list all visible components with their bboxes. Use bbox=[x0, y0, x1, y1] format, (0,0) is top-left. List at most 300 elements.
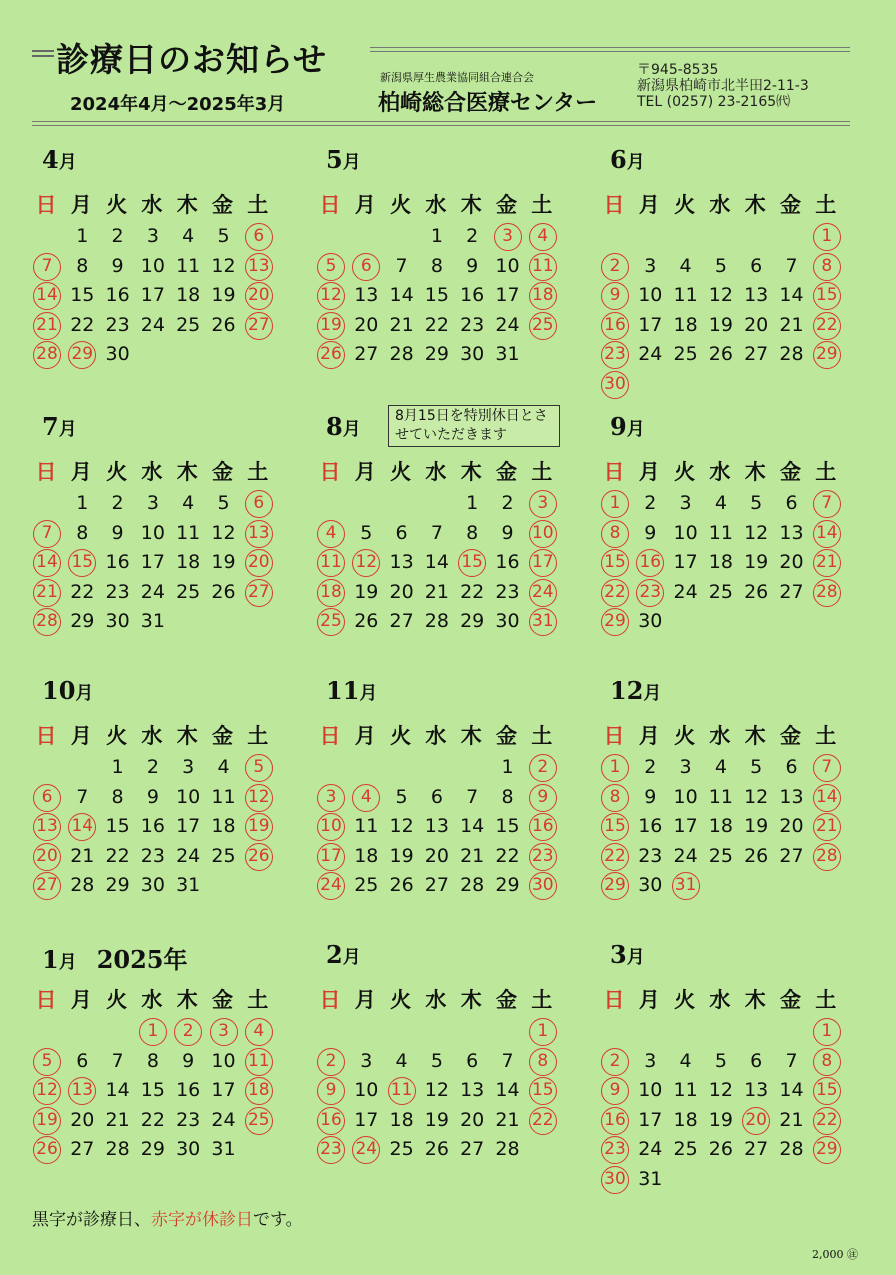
clinic-date: 10 bbox=[673, 521, 698, 544]
holiday-date: 12 bbox=[352, 549, 380, 577]
holiday-date: 21 bbox=[813, 813, 841, 841]
clinic-date: 5 bbox=[714, 1049, 727, 1072]
weekday-label: 水 bbox=[709, 724, 731, 748]
legend-tail: です。 bbox=[253, 1210, 303, 1230]
weekday-label: 木 bbox=[176, 460, 198, 484]
holiday-date: 18 bbox=[317, 579, 345, 607]
holiday-date: 9 bbox=[317, 1077, 345, 1105]
holiday-date: 29 bbox=[813, 341, 841, 369]
month-title bbox=[42, 412, 77, 441]
clinic-date: 5 bbox=[360, 521, 373, 544]
holiday-date: 28 bbox=[813, 843, 841, 871]
clinic-date: 1 bbox=[76, 225, 89, 247]
holiday-date: 19 bbox=[317, 312, 345, 340]
holiday-date: 23 bbox=[529, 843, 557, 871]
weekday-label: 火 bbox=[390, 193, 412, 217]
weekday-label: 水 bbox=[141, 460, 163, 484]
clinic-date: 25 bbox=[354, 874, 379, 897]
month-title bbox=[326, 145, 361, 174]
clinic-date: 29 bbox=[460, 610, 485, 633]
month-title bbox=[610, 412, 645, 441]
month-suffix: 月 bbox=[626, 947, 645, 968]
holiday-date: 2 bbox=[174, 1018, 202, 1046]
weekday-label: 月 bbox=[354, 460, 376, 484]
clinic-date: 21 bbox=[424, 580, 449, 603]
holiday-date: 16 bbox=[317, 1107, 345, 1135]
clinic-date: 9 bbox=[111, 521, 124, 544]
weekday-label: 木 bbox=[176, 724, 198, 748]
clinic-date: 10 bbox=[638, 1079, 663, 1102]
clinic-date: 7 bbox=[111, 1049, 124, 1072]
holiday-date: 14 bbox=[33, 549, 61, 577]
weekday-label: 火 bbox=[106, 988, 128, 1012]
clinic-date: 16 bbox=[105, 551, 130, 574]
holiday-date: 2 bbox=[601, 253, 629, 281]
month-number: 9 bbox=[610, 412, 627, 441]
clinic-date: 15 bbox=[140, 1079, 165, 1102]
clinic-date: 23 bbox=[140, 844, 165, 867]
holiday-date: 22 bbox=[813, 1107, 841, 1135]
weekday-label: 月 bbox=[354, 724, 376, 748]
clinic-date: 18 bbox=[176, 284, 201, 307]
clinic-date: 28 bbox=[105, 1138, 130, 1161]
clinic-date: 9 bbox=[146, 785, 159, 808]
weekday-label: 水 bbox=[425, 724, 447, 748]
holiday-date: 17 bbox=[317, 843, 345, 871]
weekday-label: 日 bbox=[603, 988, 625, 1012]
weekday-label: 金 bbox=[496, 193, 517, 217]
clinic-date: 14 bbox=[779, 1079, 804, 1102]
month-suffix: 月 bbox=[626, 152, 645, 173]
weekday-label: 月 bbox=[638, 988, 660, 1012]
clinic-date: 10 bbox=[495, 254, 520, 277]
clinic-date: 27 bbox=[70, 1138, 95, 1161]
weekday-label: 金 bbox=[496, 988, 517, 1012]
holiday-date: 28 bbox=[33, 341, 61, 369]
clinic-date: 17 bbox=[140, 551, 165, 574]
weekday-label: 土 bbox=[815, 988, 837, 1012]
weekday-label: 水 bbox=[709, 988, 731, 1012]
clinic-date: 6 bbox=[395, 521, 408, 544]
clinic-date: 19 bbox=[354, 580, 379, 603]
clinic-date: 29 bbox=[495, 874, 520, 897]
clinic-date: 3 bbox=[644, 254, 657, 277]
clinic-date: 10 bbox=[354, 1079, 379, 1102]
weekday-label: 水 bbox=[141, 724, 163, 748]
weekday-label: 火 bbox=[390, 724, 412, 748]
clinic-date: 6 bbox=[750, 1049, 763, 1072]
clinic-date: 25 bbox=[673, 343, 698, 366]
clinic-date: 22 bbox=[105, 844, 130, 867]
holiday-date: 4 bbox=[529, 223, 557, 251]
month-suffix: 月 bbox=[342, 419, 361, 440]
clinic-date: 12 bbox=[744, 521, 769, 544]
month-suffix: 月 bbox=[58, 952, 77, 973]
weekday-label: 水 bbox=[141, 988, 163, 1012]
holiday-date: 29 bbox=[601, 608, 629, 636]
clinic-date: 13 bbox=[744, 1079, 769, 1102]
clinic-date: 14 bbox=[424, 551, 449, 574]
clinic-date: 8 bbox=[76, 254, 89, 277]
clinic-date: 5 bbox=[395, 785, 408, 808]
clinic-date: 29 bbox=[105, 874, 130, 897]
holiday-date: 15 bbox=[813, 1077, 841, 1105]
clinic-date: 27 bbox=[354, 343, 379, 366]
clinic-date: 21 bbox=[70, 844, 95, 867]
weekday-label: 日 bbox=[35, 193, 57, 217]
clinic-date: 26 bbox=[211, 313, 236, 336]
clinic-date: 16 bbox=[140, 815, 165, 838]
clinic-date: 4 bbox=[182, 492, 195, 514]
month-title bbox=[610, 940, 645, 969]
weekday-label: 月 bbox=[354, 988, 376, 1012]
holiday-date: 8 bbox=[601, 520, 629, 548]
holiday-date: 22 bbox=[529, 1107, 557, 1135]
month-title bbox=[610, 676, 661, 705]
holiday-date: 23 bbox=[636, 579, 664, 607]
clinic-date: 25 bbox=[176, 580, 201, 603]
holiday-date: 16 bbox=[529, 813, 557, 841]
holiday-date: 29 bbox=[601, 872, 629, 900]
weekday-label: 土 bbox=[531, 724, 553, 748]
clinic-date: 2 bbox=[111, 225, 124, 247]
clinic-date: 31 bbox=[638, 1168, 663, 1190]
clinic-date: 25 bbox=[389, 1138, 414, 1161]
clinic-date: 10 bbox=[176, 785, 201, 808]
holiday-date: 2 bbox=[529, 754, 557, 782]
month-number: 7 bbox=[42, 412, 59, 441]
clinic-date: 4 bbox=[395, 1049, 408, 1072]
weekday-label: 日 bbox=[319, 988, 341, 1012]
month-suffix: 月 bbox=[626, 419, 645, 440]
weekday-label: 木 bbox=[460, 460, 482, 484]
clinic-date: 4 bbox=[679, 1049, 692, 1072]
clinic-date: 10 bbox=[638, 284, 663, 307]
holiday-date: 16 bbox=[601, 312, 629, 340]
holiday-date: 12 bbox=[33, 1077, 61, 1105]
weekday-label: 日 bbox=[603, 193, 625, 217]
clinic-date: 9 bbox=[644, 521, 657, 544]
clinic-date: 11 bbox=[354, 815, 379, 838]
clinic-date: 30 bbox=[638, 874, 663, 897]
clinic-date: 26 bbox=[389, 874, 414, 897]
clinic-date: 26 bbox=[354, 610, 379, 633]
clinic-date: 22 bbox=[140, 1108, 165, 1131]
weekday-label: 金 bbox=[212, 193, 233, 217]
holiday-date: 8 bbox=[813, 253, 841, 281]
holiday-date: 15 bbox=[529, 1077, 557, 1105]
weekday-label: 水 bbox=[425, 193, 447, 217]
clinic-date: 6 bbox=[430, 785, 443, 808]
month-suffix: 月 bbox=[58, 419, 77, 440]
holiday-date: 24 bbox=[352, 1136, 380, 1164]
weekday-label: 日 bbox=[603, 724, 625, 748]
month-title bbox=[326, 412, 361, 441]
holiday-date: 1 bbox=[139, 1018, 167, 1046]
clinic-date: 27 bbox=[744, 343, 769, 366]
weekday-label: 金 bbox=[496, 724, 517, 748]
clinic-date: 1 bbox=[111, 756, 124, 778]
clinic-date: 19 bbox=[708, 313, 733, 336]
clinic-date: 11 bbox=[211, 785, 236, 808]
holiday-date: 16 bbox=[636, 549, 664, 577]
price-label: 2,000 ㊟ bbox=[812, 1248, 858, 1261]
holiday-date: 18 bbox=[245, 1077, 273, 1105]
clinic-date: 3 bbox=[360, 1049, 373, 1072]
holiday-date: 11 bbox=[317, 549, 345, 577]
holiday-date: 26 bbox=[317, 341, 345, 369]
header-rule bbox=[32, 121, 850, 122]
clinic-date: 26 bbox=[708, 343, 733, 366]
clinic-date: 11 bbox=[673, 284, 698, 307]
weekday-label: 日 bbox=[35, 988, 57, 1012]
holiday-date: 6 bbox=[245, 223, 273, 251]
clinic-date: 13 bbox=[354, 284, 379, 307]
holiday-date: 8 bbox=[529, 1048, 557, 1076]
clinic-date: 12 bbox=[708, 284, 733, 307]
clinic-date: 6 bbox=[466, 1049, 479, 1072]
holiday-date: 13 bbox=[68, 1077, 96, 1105]
clinic-date: 6 bbox=[76, 1049, 89, 1072]
clinic-date: 17 bbox=[140, 284, 165, 307]
clinic-date: 15 bbox=[495, 815, 520, 838]
weekday-label: 金 bbox=[780, 988, 801, 1012]
holiday-date: 4 bbox=[317, 520, 345, 548]
clinic-date: 24 bbox=[638, 1138, 663, 1161]
clinic-date: 21 bbox=[389, 313, 414, 336]
weekday-label: 土 bbox=[247, 193, 269, 217]
holiday-date: 1 bbox=[529, 1018, 557, 1046]
clinic-date: 13 bbox=[460, 1079, 485, 1102]
holiday-date: 25 bbox=[317, 608, 345, 636]
clinic-date: 24 bbox=[673, 844, 698, 867]
clinic-date: 21 bbox=[460, 844, 485, 867]
clinic-date: 24 bbox=[211, 1108, 236, 1131]
clinic-date: 18 bbox=[673, 313, 698, 336]
holiday-date: 26 bbox=[33, 1136, 61, 1164]
clinic-date: 14 bbox=[779, 284, 804, 307]
weekday-label: 火 bbox=[674, 193, 696, 217]
clinic-date: 22 bbox=[460, 580, 485, 603]
clinic-date: 27 bbox=[424, 874, 449, 897]
clinic-date: 25 bbox=[708, 580, 733, 603]
clinic-date: 14 bbox=[460, 815, 485, 838]
clinic-date: 1 bbox=[501, 756, 514, 778]
clinic-date: 30 bbox=[105, 343, 130, 366]
clinic-date: 20 bbox=[744, 313, 769, 336]
period-label: 2024年4月～2025年3月 bbox=[70, 94, 286, 115]
clinic-date: 8 bbox=[111, 785, 124, 808]
clinic-date: 26 bbox=[424, 1138, 449, 1161]
month-number: 11 bbox=[326, 676, 360, 705]
holiday-date: 15 bbox=[601, 813, 629, 841]
clinic-date: 17 bbox=[673, 815, 698, 838]
holiday-date: 17 bbox=[529, 549, 557, 577]
clinic-date: 1 bbox=[466, 492, 479, 514]
holiday-date: 13 bbox=[33, 813, 61, 841]
clinic-date: 11 bbox=[176, 254, 201, 277]
weekday-label: 木 bbox=[176, 988, 198, 1012]
holiday-date: 20 bbox=[33, 843, 61, 871]
weekday-label: 日 bbox=[319, 193, 341, 217]
clinic-date: 2 bbox=[501, 492, 514, 514]
clinic-date: 30 bbox=[495, 610, 520, 633]
weekday-label: 月 bbox=[638, 460, 660, 484]
clinic-date: 27 bbox=[779, 580, 804, 603]
clinic-date: 21 bbox=[495, 1108, 520, 1131]
weekday-label: 水 bbox=[141, 193, 163, 217]
clinic-date: 11 bbox=[708, 521, 733, 544]
holiday-date: 3 bbox=[494, 223, 522, 251]
clinic-date: 28 bbox=[495, 1138, 520, 1161]
holiday-date: 15 bbox=[68, 549, 96, 577]
holiday-date: 14 bbox=[813, 784, 841, 812]
title-rule bbox=[370, 47, 850, 48]
holiday-date: 2 bbox=[601, 1048, 629, 1076]
clinic-date: 3 bbox=[679, 756, 692, 778]
holiday-date: 3 bbox=[210, 1018, 238, 1046]
clinic-date: 20 bbox=[424, 844, 449, 867]
clinic-date: 2 bbox=[466, 225, 479, 247]
weekday-label: 日 bbox=[319, 724, 341, 748]
clinic-date: 9 bbox=[182, 1049, 195, 1072]
weekday-label: 日 bbox=[35, 724, 57, 748]
weekday-label: 木 bbox=[744, 460, 766, 484]
clinic-date: 23 bbox=[176, 1108, 201, 1131]
clinic-date: 14 bbox=[389, 284, 414, 307]
clinic-date: 19 bbox=[744, 815, 769, 838]
holiday-date: 19 bbox=[33, 1107, 61, 1135]
clinic-date: 19 bbox=[211, 551, 236, 574]
holiday-date: 30 bbox=[529, 872, 557, 900]
month-suffix: 月 bbox=[342, 152, 361, 173]
clinic-date: 4 bbox=[182, 225, 195, 247]
holiday-date: 31 bbox=[672, 872, 700, 900]
clinic-date: 7 bbox=[501, 1049, 514, 1072]
clinic-date: 7 bbox=[785, 254, 798, 277]
holiday-date: 30 bbox=[601, 1166, 629, 1194]
weekday-label: 水 bbox=[425, 988, 447, 1012]
clinic-date: 20 bbox=[779, 815, 804, 838]
holiday-date: 1 bbox=[813, 1018, 841, 1046]
holiday-date: 21 bbox=[33, 312, 61, 340]
clinic-date: 15 bbox=[70, 284, 95, 307]
clinic-date: 15 bbox=[424, 284, 449, 307]
month-suffix: 月 bbox=[342, 947, 361, 968]
holiday-date: 22 bbox=[601, 843, 629, 871]
weekday-label: 火 bbox=[674, 988, 696, 1012]
clinic-date: 27 bbox=[389, 610, 414, 633]
address: 新潟県柏崎市北半田2-11-3 bbox=[637, 78, 809, 94]
clinic-date: 3 bbox=[146, 492, 159, 514]
holiday-date: 13 bbox=[245, 253, 273, 281]
clinic-date: 5 bbox=[430, 1049, 443, 1072]
clinic-date: 20 bbox=[354, 313, 379, 336]
clinic-date: 5 bbox=[217, 492, 230, 514]
month-suffix: 月 bbox=[359, 683, 378, 704]
clinic-date: 24 bbox=[673, 580, 698, 603]
weekday-label: 月 bbox=[638, 724, 660, 748]
weekday-label: 火 bbox=[674, 460, 696, 484]
clinic-date: 28 bbox=[424, 610, 449, 633]
clinic-date: 16 bbox=[105, 284, 130, 307]
holiday-date: 15 bbox=[813, 282, 841, 310]
month-title bbox=[42, 940, 188, 975]
weekday-label: 土 bbox=[247, 988, 269, 1012]
clinic-date: 9 bbox=[466, 254, 479, 277]
clinic-date: 4 bbox=[217, 756, 230, 778]
holiday-date: 7 bbox=[33, 253, 61, 281]
clinic-date: 16 bbox=[460, 284, 485, 307]
weekday-label: 木 bbox=[460, 988, 482, 1012]
page-title: 診療日のお知らせ bbox=[56, 40, 328, 79]
clinic-date: 19 bbox=[708, 1108, 733, 1131]
clinic-date: 31 bbox=[211, 1138, 236, 1161]
holiday-date: 15 bbox=[601, 549, 629, 577]
clinic-date: 16 bbox=[495, 551, 520, 574]
clinic-date: 31 bbox=[495, 343, 520, 366]
holiday-date: 23 bbox=[317, 1136, 345, 1164]
weekday-label: 月 bbox=[70, 460, 92, 484]
clinic-date: 28 bbox=[779, 343, 804, 366]
clinic-date: 7 bbox=[395, 254, 408, 277]
clinic-date: 18 bbox=[176, 551, 201, 574]
holiday-date: 20 bbox=[245, 549, 273, 577]
holiday-date: 29 bbox=[68, 341, 96, 369]
clinic-date: 5 bbox=[750, 756, 763, 778]
clinic-date: 5 bbox=[750, 492, 763, 514]
month-suffix: 月 bbox=[75, 683, 94, 704]
clinic-date: 9 bbox=[501, 521, 514, 544]
clinic-date: 8 bbox=[146, 1049, 159, 1072]
holiday-date: 14 bbox=[68, 813, 96, 841]
weekday-label: 金 bbox=[496, 460, 517, 484]
holiday-date: 24 bbox=[317, 872, 345, 900]
holiday-date: 30 bbox=[601, 371, 629, 399]
clinic-date: 13 bbox=[424, 815, 449, 838]
holiday-date: 21 bbox=[813, 549, 841, 577]
holiday-date: 6 bbox=[245, 490, 273, 518]
legend-red-text: 赤字が休診日 bbox=[151, 1210, 253, 1230]
holiday-date: 5 bbox=[33, 1048, 61, 1076]
clinic-date: 27 bbox=[460, 1138, 485, 1161]
holiday-date: 22 bbox=[601, 579, 629, 607]
weekday-label: 金 bbox=[212, 988, 233, 1012]
month-number: 2 bbox=[326, 940, 343, 969]
holiday-date: 27 bbox=[245, 312, 273, 340]
holiday-date: 18 bbox=[529, 282, 557, 310]
clinic-date: 11 bbox=[708, 785, 733, 808]
holiday-date: 2 bbox=[317, 1048, 345, 1076]
contact-block bbox=[637, 62, 809, 110]
clinic-date: 10 bbox=[211, 1049, 236, 1072]
clinic-date: 30 bbox=[105, 610, 130, 633]
weekday-label: 月 bbox=[638, 193, 660, 217]
weekday-label: 木 bbox=[744, 988, 766, 1012]
clinic-date: 6 bbox=[785, 492, 798, 514]
clinic-date: 8 bbox=[466, 521, 479, 544]
weekday-label: 月 bbox=[70, 193, 92, 217]
weekday-label: 土 bbox=[815, 724, 837, 748]
telephone: TEL (0257) 23-2165㈹ bbox=[637, 94, 791, 110]
clinic-date: 2 bbox=[146, 756, 159, 778]
holiday-date: 25 bbox=[529, 312, 557, 340]
holiday-date: 15 bbox=[458, 549, 486, 577]
clinic-date: 19 bbox=[389, 844, 414, 867]
clinic-date: 13 bbox=[744, 284, 769, 307]
holiday-date: 23 bbox=[601, 1136, 629, 1164]
clinic-date: 10 bbox=[140, 521, 165, 544]
